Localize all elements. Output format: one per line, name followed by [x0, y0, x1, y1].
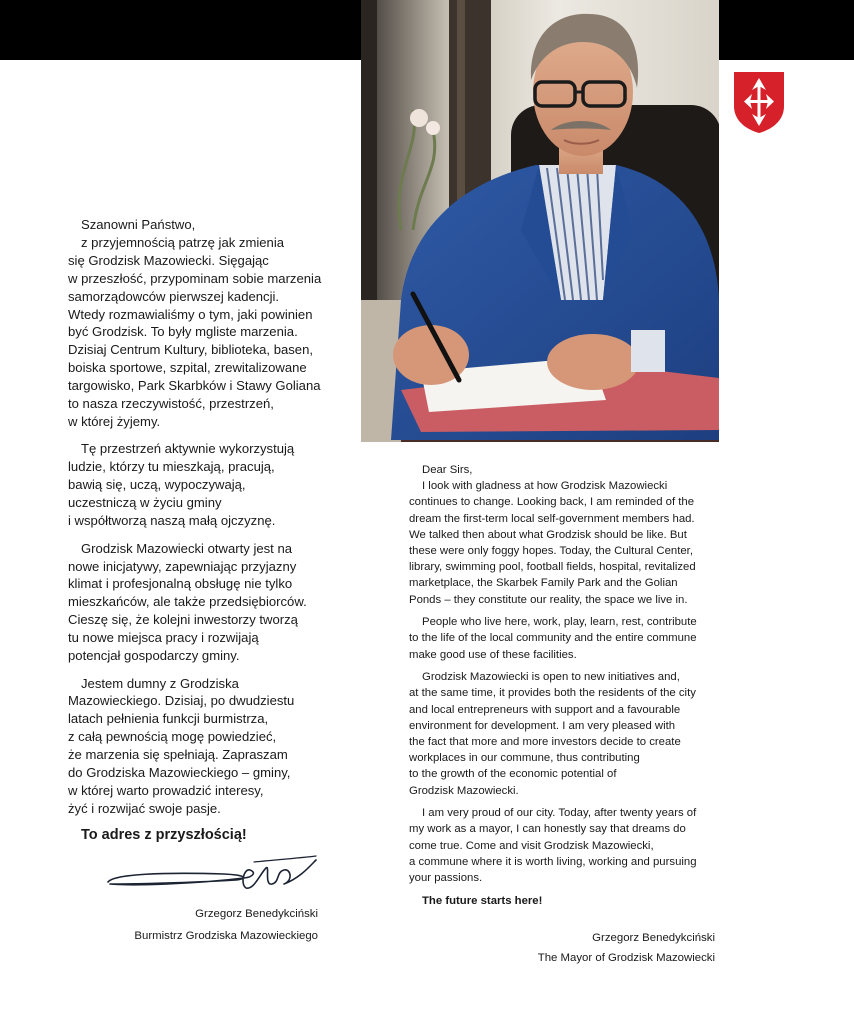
english-paragraph-3	[409, 669, 719, 799]
text-line: Ponds – they constitute our reality, the space we live in.	[409, 593, 688, 606]
text-line: my work as a mayor, I can honestly say that dreams do	[409, 823, 686, 836]
text-line: and local entrepreneurs with support and a favourable	[409, 703, 681, 716]
text-line: klimat i profesjonalną obsługę nie tylko	[68, 576, 293, 592]
text-line: żyć i rozwijać swoje pasje.	[68, 800, 221, 816]
text-line: come true. Come and visit Grodzisk Mazowiecki,	[409, 839, 654, 852]
text-line: do Grodziska Mazowieckiego – gminy,	[68, 765, 291, 781]
text-line: a commune where it is worth living, working and pursuing	[409, 855, 697, 868]
text-line: environment for development. I am very pleased with	[409, 719, 676, 732]
text-line: mieszkańców, ale także przedsiębiorców.	[68, 594, 307, 610]
polish-letter	[68, 216, 340, 845]
english-letter	[409, 462, 719, 909]
text-line: potencjał gospodarczy gminy.	[68, 648, 240, 664]
text-line: być Grodzisk. To były mgliste marzenia.	[68, 324, 298, 340]
polish-paragraph-2	[68, 440, 340, 530]
polish-signer-title: Burmistrz Grodziska Mazowieckiego	[134, 930, 318, 942]
text-line: dream the first-term local self-government members had.	[409, 512, 695, 525]
text-line: Grodzisk Mazowiecki.	[409, 784, 519, 797]
text-line: Mazowieckiego. Dzisiaj, po dwudziestu	[68, 693, 295, 709]
text-line: to the growth of the economic potential of	[409, 768, 617, 781]
text-line: bawią się, uczą, wypoczywają,	[68, 477, 246, 493]
text-line: marketplace, the Skarbek Family Park and the Golian	[409, 577, 678, 590]
text-line: at the same time, it provides both the residents of the city	[409, 687, 696, 700]
text-line: Tę przestrzeń aktywnie wykorzystują	[81, 441, 295, 457]
text-line: boiska sportowe, szpital, zrewitalizowane	[68, 360, 307, 376]
english-closing: The future starts here!	[422, 894, 543, 907]
text-line: I look with gladness at how Grodzisk Mazowiecki	[422, 480, 668, 493]
text-line: się Grodzisk Mazowiecki. Sięgając	[68, 252, 269, 268]
text-line: że marzenia się spełniają. Zapraszam	[68, 747, 288, 763]
english-signer-title: The Mayor of Grodzisk Mazowiecki	[537, 952, 715, 964]
text-line: Dear Sirs,	[422, 464, 473, 476]
text-line: Grodzisk Mazowiecki otwarty jest na	[81, 540, 293, 556]
text-line: uczestniczą w życiu gminy	[68, 495, 222, 511]
text-line: Dzisiaj Centrum Kultury, biblioteka, basen,	[68, 342, 314, 358]
text-line: workplaces in our commune, thus contributing	[409, 752, 640, 765]
text-line: ludzie, którzy tu mieszkają, pracują,	[68, 459, 275, 475]
polish-closing: To adres z przyszłością!	[81, 827, 247, 844]
text-line: w przeszłość, przypominam sobie marzenia	[68, 270, 322, 286]
polish-signer-name: Grzegorz Benedykciński	[195, 908, 318, 920]
text-line: library, swimming pool, football fields, hospital, revitalized	[409, 561, 696, 574]
text-line: samorządowców pierwszej kadencji.	[68, 288, 280, 304]
text-line: your passions.	[409, 872, 483, 885]
english-paragraph-1	[409, 462, 719, 608]
polish-paragraph-4	[68, 675, 340, 818]
coat-of-arms-icon	[732, 70, 786, 134]
text-line: Cieszę się, że kolejni inwestorzy tworzą	[68, 612, 298, 628]
english-signer-name: Grzegorz Benedykciński	[592, 932, 715, 944]
text-line: I am very proud of our city. Today, after twenty years of	[422, 807, 697, 820]
polish-paragraph-1	[68, 216, 340, 431]
text-line: the fact that more and more investors decide to create	[409, 736, 681, 749]
text-line: Jestem dumny z Grodziska	[81, 675, 239, 691]
top-black-bar-right	[719, 0, 854, 60]
text-line: z przyjemnością patrzę jak zmienia	[81, 234, 285, 250]
handwritten-signature	[104, 848, 320, 894]
text-line: Grodzisk Mazowiecki is open to new initiatives and,	[422, 671, 680, 684]
text-line: Wtedy rozmawialiśmy o tym, jaki powinien	[68, 306, 313, 322]
text-line: w której warto prowadzić interesy,	[68, 782, 264, 798]
text-line: these were only foggy hopes. Today, the Cultural Center,	[409, 545, 693, 558]
text-line: i współtworzą naszą małą ojczyznę.	[68, 513, 276, 529]
text-line: latach pełnienia funkcji burmistrza,	[68, 711, 269, 727]
text-line: targowisko, Park Skarbków i Stawy Goliana	[68, 378, 321, 394]
text-line: make good use of these facilities.	[409, 648, 577, 661]
polish-paragraph-3	[68, 540, 340, 665]
text-line: to the life of the local community and the entire commune	[409, 632, 697, 645]
text-line: Szanowni Państwo,	[81, 217, 196, 232]
text-line: nowe inicjatywy, zapewniając przyjazny	[68, 558, 297, 574]
mayor-portrait-photo	[361, 0, 719, 442]
text-line: to nasza rzeczywistość, przestrzeń,	[68, 396, 274, 412]
english-paragraph-4	[409, 805, 719, 886]
text-line: We talked then about what Grodzisk should be like. But	[409, 528, 687, 541]
english-paragraph-2	[409, 614, 719, 663]
text-line: People who live here, work, play, learn, rest, contribute	[422, 616, 697, 629]
text-line: z całą pewnością mogę powiedzieć,	[68, 729, 277, 745]
top-black-bar-left	[0, 0, 361, 60]
text-line: tu nowe miejsca pracy i rozwijają	[68, 630, 259, 646]
text-line: w której żyjemy.	[68, 413, 161, 429]
text-line: continues to change. Looking back, I am reminded of the	[409, 496, 695, 509]
